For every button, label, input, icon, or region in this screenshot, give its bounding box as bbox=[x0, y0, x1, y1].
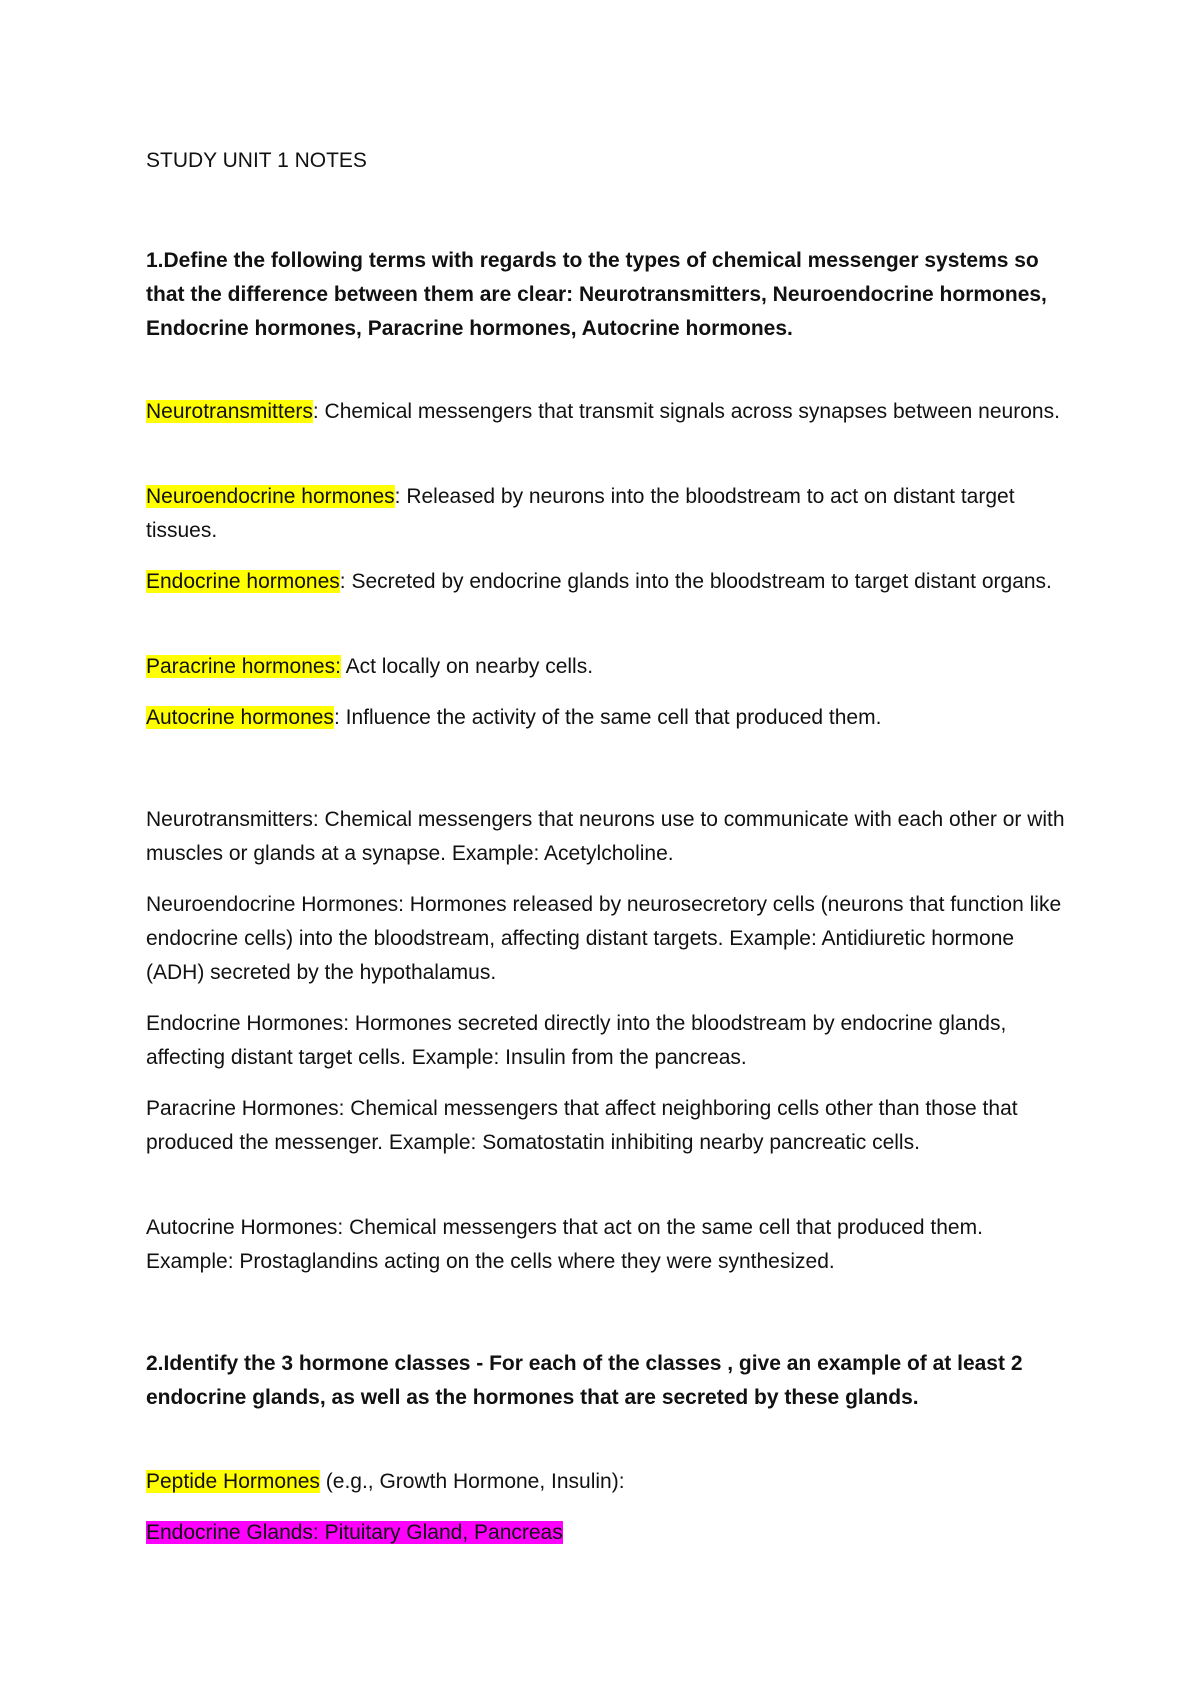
definition-text: : Chemical messengers that transmit signals across synapses between neurons. bbox=[312, 400, 1060, 423]
peptide-examples: (e.g., Growth Hormone, Insulin): bbox=[319, 1470, 625, 1493]
definition-text: : Influence the activity of the same cell that produced them. bbox=[333, 706, 882, 729]
definition-text: Act locally on nearby cells. bbox=[340, 655, 594, 678]
question-2: 2.Identify the 3 hormone classes - For each of the classes , give an example of at least 2 endocrine glands, as well as the hormones that are secreted by these glands. bbox=[146, 1352, 1023, 1409]
endocrine-glands-line bbox=[146, 1516, 1076, 1550]
magenta-highlight: Endocrine Glands: Pituitary Gland, Pancreas bbox=[146, 1521, 563, 1544]
detailed-definition-paracrine: Paracrine Hormones: Chemical messengers that affect neighboring cells other than those that produced the messenger. Example: Somatostatin inhibiting nearby pancreatic cells. bbox=[146, 1097, 1018, 1154]
definition-text: : Secreted by endocrine glands into the bloodstream to target distant organs. bbox=[339, 570, 1052, 593]
definition-paracrine bbox=[146, 650, 1076, 684]
highlighted-term: Neuroendocrine hormones bbox=[146, 485, 395, 508]
highlighted-term: Paracrine hormones: bbox=[146, 655, 341, 678]
definition-autocrine bbox=[146, 701, 1076, 735]
definition-endocrine bbox=[146, 565, 1076, 599]
detailed-definition-autocrine: Autocrine Hormones: Chemical messengers that act on the same cell that produced them. Example: Prostaglandins acting on the cells where they were synthesized. bbox=[146, 1216, 983, 1273]
detailed-definition-neuroendocrine: Neuroendocrine Hormones: Hormones released by neurosecretory cells (neurons that function like endocrine cells) into the bloodstream, affecting distant targets. Example: Antidiuretic hormone (ADH) secreted by the hypothalamus. bbox=[146, 893, 1062, 984]
document-title: STUDY UNIT 1 NOTES bbox=[146, 149, 367, 172]
peptide-hormones-line bbox=[146, 1465, 1076, 1499]
definition-neurotransmitters bbox=[146, 395, 1076, 429]
highlighted-term: Peptide Hormones bbox=[146, 1470, 320, 1493]
highlighted-term: Autocrine hormones bbox=[146, 706, 334, 729]
detailed-definition-endocrine: Endocrine Hormones: Hormones secreted directly into the bloodstream by endocrine glands, affecting distant target cells. Example: Insulin from the pancreas. bbox=[146, 1012, 1007, 1069]
definition-text: : Released by neurons into the bloodstream to act on distant target tissues. bbox=[146, 485, 1015, 542]
definition-neuroendocrine bbox=[146, 480, 1076, 548]
highlighted-term: Endocrine hormones bbox=[146, 570, 340, 593]
highlighted-term: Neurotransmitters bbox=[146, 400, 313, 423]
detailed-definition-neurotransmitters: Neurotransmitters: Chemical messengers that neurons use to communicate with each other or with muscles or glands at a synapse. Example: Acetylcholine. bbox=[146, 808, 1065, 865]
question-1: 1.Define the following terms with regards to the types of chemical messenger systems so that the difference between them are clear: Neurotransmitters, Neuroendocrine hormones, Endocrine hormones, Paracrine hormones, Autocrine hormones. bbox=[146, 249, 1047, 340]
